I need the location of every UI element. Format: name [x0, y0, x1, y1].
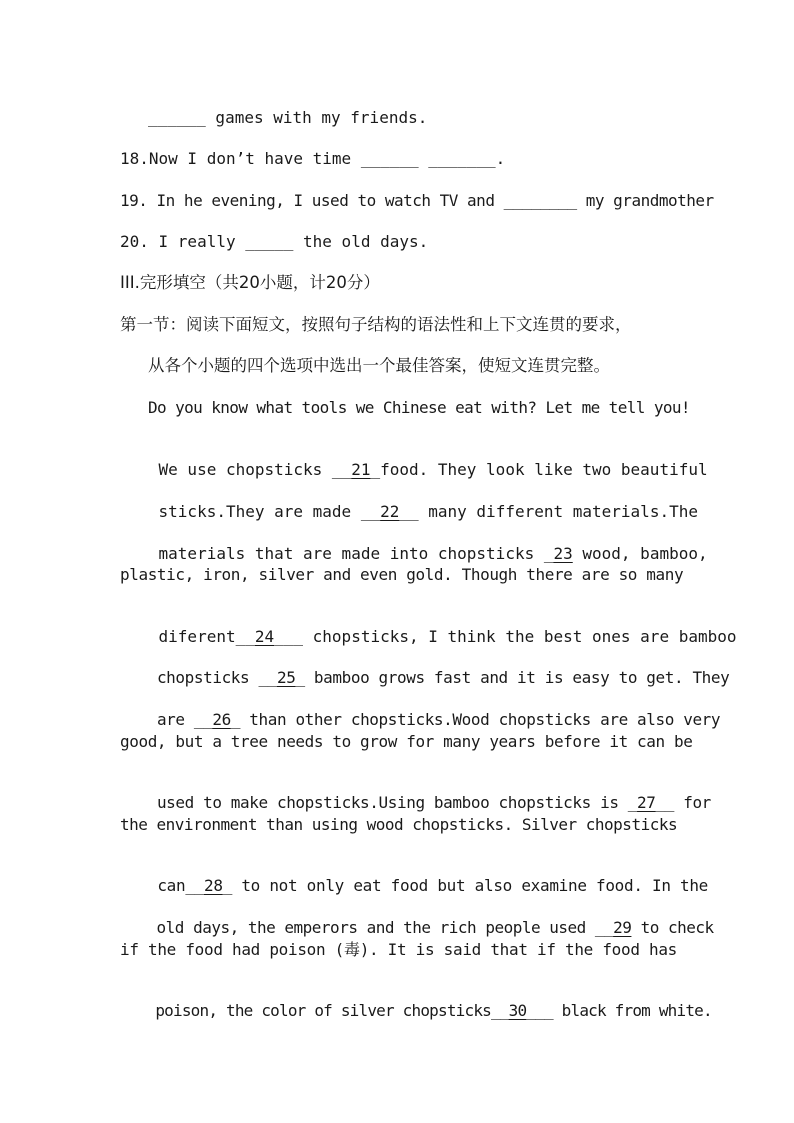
passage-text: materials that are made into chopsticks _ [158, 544, 554, 563]
passage-text: to check [631, 918, 714, 937]
passage-text: ___ chopsticks, I think the best ones are bamboo [274, 627, 737, 646]
passage-text: __ for [655, 793, 711, 812]
passage-text: are __ [156, 710, 213, 729]
passage-text: sticks.They are made __ [158, 502, 381, 521]
passage-text: We use chopsticks __ [158, 460, 352, 479]
section-instruction-line-2: 从各个小题的四个选项中选出一个最佳答案，使短文连贯完整。 [148, 356, 610, 375]
blank-29: 29 [613, 918, 632, 937]
question-18: 18.Now I don’t have time ______ _______. [120, 149, 506, 168]
passage-text: chopsticks __ [156, 668, 277, 687]
blank-26: 26 [212, 710, 231, 729]
passage-text: diferent__ [158, 627, 255, 646]
blank-25: 25 [276, 668, 296, 687]
passage-text: _ than other chopsticks.Wood chopsticks are also very [230, 710, 721, 729]
blank-21: 21 [351, 460, 371, 479]
blank-23: 23 [553, 544, 573, 563]
blank-22: 22 [380, 502, 400, 521]
question-19: 19. In he evening, I used to watch TV and ________ my grandmother [120, 191, 714, 210]
blank-28: 28 [204, 876, 223, 895]
passage-text: old days, the emperors and the rich people used __ [156, 918, 614, 937]
blank-27: 27 [637, 793, 656, 812]
section-heading: III.完形填空（共20小题，计20分） [120, 273, 380, 292]
passage-text: wood, bamboo, [572, 544, 708, 563]
blank-30: 30 [508, 1001, 527, 1020]
section-instruction-line-1: 第一节：阅读下面短文，按照句子结构的语法性和上下文连贯的要求， [120, 315, 632, 334]
passage-text: _ to not only eat food but also examine food. In the [222, 876, 708, 895]
passage-line-9: good, but a tree needs to grow for many years before it can be [120, 732, 693, 751]
passage-line-1: Do you know what tools we Chinese eat with? Let me tell you! [148, 398, 690, 417]
passage-text: _ bamboo grows fast and it is easy to get. They [295, 668, 730, 687]
passage-line-15 [120, 981, 712, 1041]
passage-text: used to make chopsticks.Using bamboo chopsticks is _ [156, 793, 638, 812]
question-20: 20. I really _____ the old days. [120, 232, 429, 251]
question-17-continuation: ______ games with my friends. [148, 108, 428, 127]
passage-line-11: the environment than using wood chopsticks. Silver chopsticks [120, 815, 678, 834]
passage-line-5: plastic, iron, silver and even gold. Though there are so many [120, 565, 684, 584]
passage-text: poison, the color of silver chopsticks__ [155, 1001, 509, 1020]
blank-24: 24 [254, 627, 275, 646]
passage-line-14: if the food had poison (毒). It is said that if the food has [120, 940, 678, 959]
passage-text: __ many different materials.The [399, 502, 698, 521]
passage-text: _food. They look like two beautiful [370, 460, 708, 479]
passage-text: ___ black from white. [526, 1001, 712, 1020]
passage-text: can__ [157, 876, 205, 895]
